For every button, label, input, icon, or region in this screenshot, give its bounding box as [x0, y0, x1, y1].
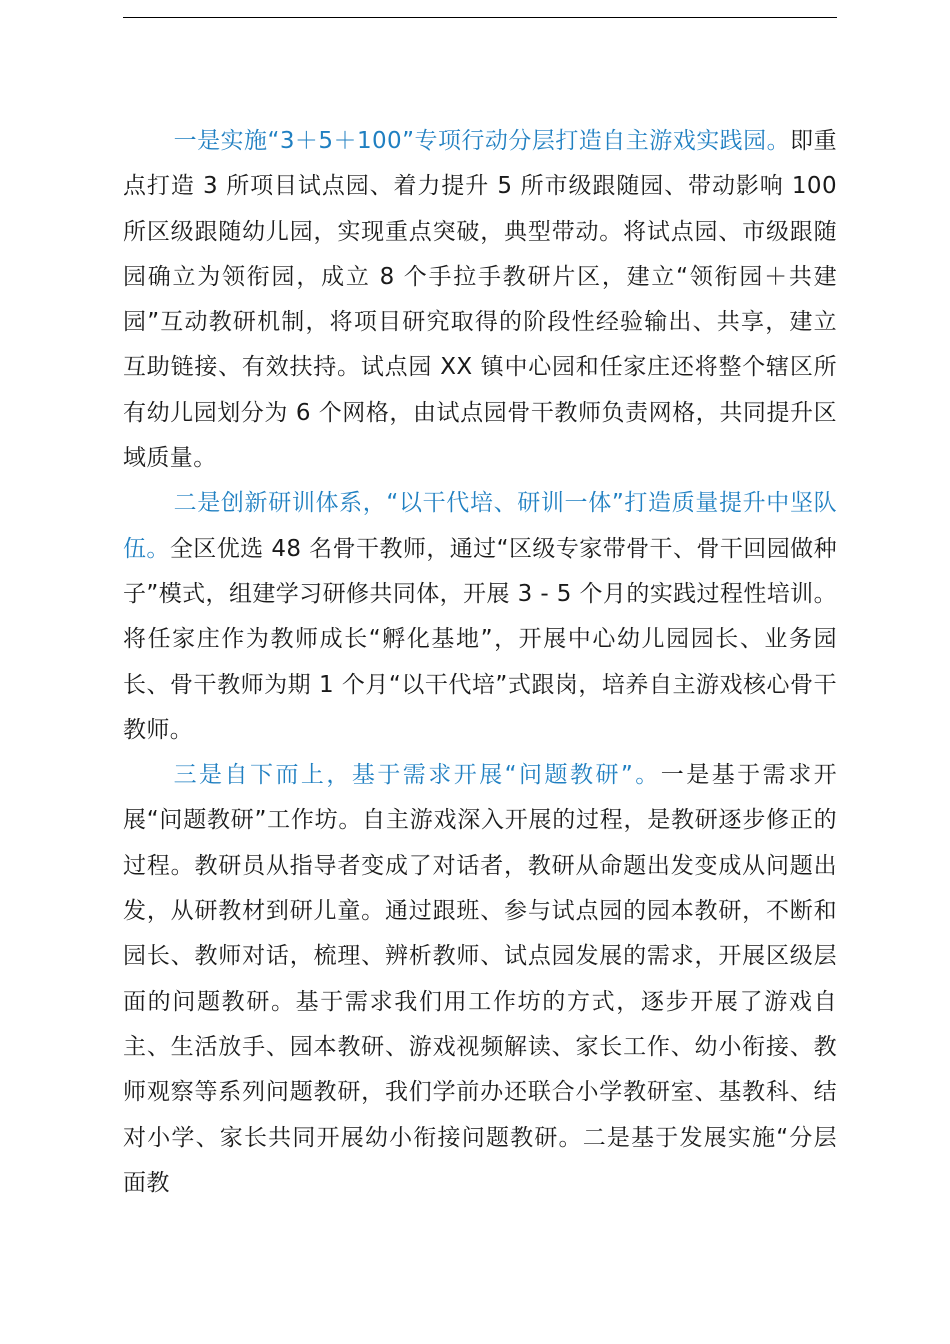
paragraph-3-text: 一是基于需求开展“问题教研”工作坊。自主游戏深入开展的过程，是教研逐步修正的过程。教研员从指导者变成了对话者，教研从命题出发变成从问题出发，从研教材到研儿童。通过跟班、参与试点园的园本教研，不断和园长、教师对话，梳理、辨析教师、试点园发展的需求，开展区级层面的问题教研。基于需求我们用工作坊的方式，逐步开展了游戏自主、生活放手、园本教研、游戏视频解读、家长工作、幼小衔接、教师观察等系列问题教研，我们学前办还联合小学教研室、基教科、结对小学、家长共同开展幼小衔接问题教研。二是基于发展实施“分层面教 — [123, 762, 837, 1196]
paragraph-1-heading: 一是实施“3＋5＋100”专项行动分层打造自主游戏实践园。 — [173, 128, 791, 154]
document-body — [123, 119, 837, 1206]
paragraph-2-heading: 二是创新研训体系，“以干代培、研训一体”打造质量提升中坚队伍。 — [123, 490, 837, 562]
paragraph-1-text: 即重点打造 3 所项目试点园、着力提升 5 所市级跟随园、带动影响 100 所区级跟随幼儿园，实现重点突破，典型带动。将试点园、市级跟随园确立为领衔园，成立 8 个手拉手教研片区，建立“领衔园＋共建园”互动教研机制，将项目研究取得的阶段性经验输出、共享，建立互助链接、有效扶持。试点园 XX 镇中心园和任家庄还将整个辖区所有幼儿园划分为 6 个网格，由试点园骨干教师负责网格，共同提升区域质量。 — [123, 128, 837, 472]
paragraph-3-heading: 三是自下而上，基于需求开展“问题教研”。 — [173, 762, 661, 789]
paragraph-1 — [123, 119, 837, 481]
paragraph-2-text: 全区优选 48 名骨干教师，通过“区级专家带骨干、骨干回园做种子”模式，组建学习研修共同体，开展 3 - 5 个月的实践过程性培训。将任家庄作为教师成长“孵化基地”，开展中心幼儿园园长、业务园长、骨干教师为期 1 个月“以干代培”式跟岗，培养自主游戏核心骨干教师。 — [123, 535, 837, 743]
header-rule — [123, 17, 837, 18]
paragraph-3 — [123, 753, 837, 1206]
paragraph-2 — [123, 481, 837, 753]
